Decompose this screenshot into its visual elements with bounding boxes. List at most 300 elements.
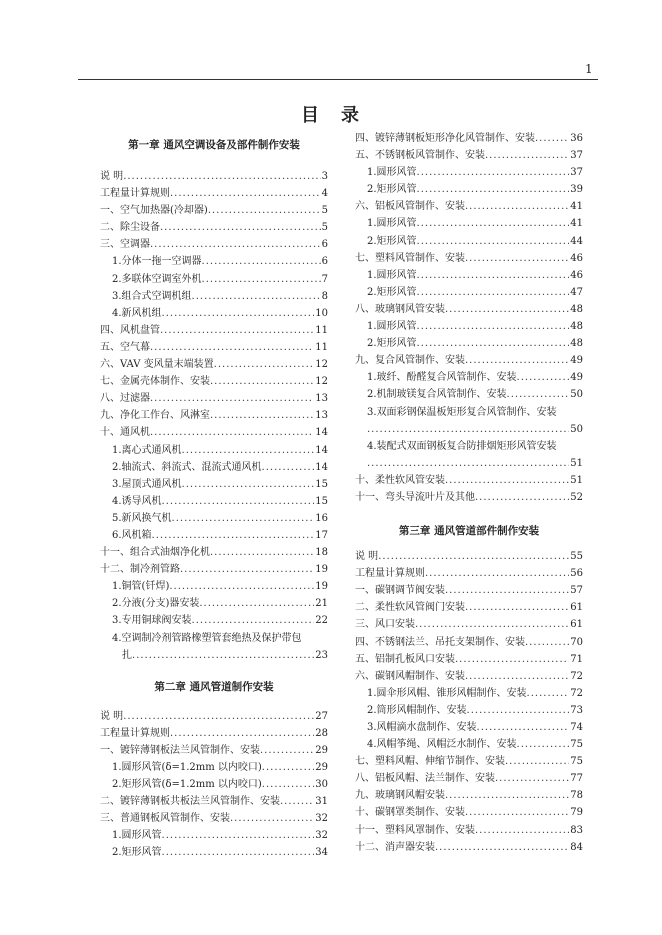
toc-entry[interactable] [100, 578, 328, 595]
chapter-heading: 第一章 通风空调设备及部件制作安装 [128, 139, 300, 151]
toc-entry[interactable] [100, 288, 328, 305]
toc-entry-label: 八、铝板风帽、法兰制作、安装 [355, 773, 495, 785]
toc-entry[interactable] [100, 185, 328, 202]
dot-leader [280, 793, 314, 810]
toc-list [355, 548, 583, 856]
dot-leader [169, 578, 314, 595]
toc-entry-page: 34 [315, 847, 328, 859]
toc-entry-page: 72 [570, 670, 583, 682]
toc-entry[interactable] [100, 510, 328, 527]
toc-entry-label: 5.新风换气机 [112, 512, 172, 524]
dot-leader [180, 561, 314, 578]
toc-entry-label: 七、塑料风管制作、安装 [355, 252, 465, 264]
dot-leader [505, 753, 569, 770]
dot-leader [262, 776, 314, 793]
toc-entry-label: 三、风口安装 [355, 619, 415, 631]
toc-entry[interactable] [100, 168, 328, 185]
toc-entry-label: 十、通风机 [100, 427, 150, 439]
toc-entry[interactable] [100, 271, 328, 288]
toc-entry-label: 十一、弯头导流叶片及其他 [355, 491, 475, 503]
toc-entry-label: 九、复合风管制作、安装 [355, 355, 465, 367]
toc-entry-label: 十二、消声器安装 [355, 841, 435, 853]
dot-leader [210, 544, 314, 561]
toc-entry-label: 1.玻纤、酚醛复合风管制作、安装 [367, 372, 517, 384]
toc-entry-page: 5 [321, 222, 328, 234]
toc-entry-label: 2.机制玻镁复合风管制作、安装 [367, 389, 507, 401]
toc-entry-page: 47 [570, 286, 583, 298]
dot-leader [192, 288, 321, 305]
toc-entry[interactable] [355, 233, 583, 250]
toc-entry-page: 74 [570, 722, 583, 733]
toc-entry[interactable] [100, 742, 328, 759]
toc-entry-page: 49 [570, 355, 583, 367]
toc-entry[interactable] [355, 736, 583, 753]
dot-leader [417, 284, 570, 301]
toc-entry[interactable] [100, 844, 328, 861]
toc-entry-page: 84 [570, 841, 583, 853]
toc-entry-page: 15 [315, 478, 328, 490]
toc-entry-page: 56 [570, 568, 583, 580]
toc-entry-label: 四、镀锌薄钢板矩形净化风管制作、安装 [355, 133, 535, 144]
dot-leader [182, 442, 315, 459]
toc-entry-page: 19 [315, 581, 328, 593]
toc-entry[interactable] [100, 647, 328, 664]
toc-entry[interactable] [355, 787, 583, 804]
toc-entry[interactable] [100, 442, 328, 459]
dot-leader [208, 202, 321, 219]
toc-entry[interactable] [100, 793, 328, 810]
toc-entry-label: 3.组合式空调机组 [112, 290, 192, 302]
toc-entry[interactable] [355, 719, 583, 736]
dot-leader [202, 271, 321, 288]
toc-entry-label: 1.离心式通风机 [112, 444, 182, 456]
toc-entry[interactable] [100, 725, 328, 742]
toc-entry[interactable] [100, 236, 328, 253]
toc-entry-label: 2.多联体空调室外机 [112, 273, 202, 285]
toc-entry-label: 十、柔性软风管安装 [355, 474, 445, 486]
toc-entry[interactable] [355, 318, 583, 335]
toc-entry-label: 九、玻璃钢风帽安装 [355, 790, 445, 802]
toc-entry-label: 1.铜管(钎焊) [112, 581, 170, 593]
toc-entry[interactable] [355, 651, 583, 668]
toc-entry-page: 23 [315, 649, 328, 661]
dot-leader [150, 424, 314, 441]
toc-entry[interactable] [100, 759, 328, 776]
toc-entry-page: 61 [570, 619, 583, 631]
dot-leader [415, 616, 569, 633]
toc-entry-page: 79 [570, 807, 583, 819]
dot-leader [465, 668, 569, 685]
toc-list [355, 130, 583, 506]
toc-entry-page: 41 [570, 201, 583, 213]
toc-entry-label: 五、空气幕 [100, 341, 150, 353]
dot-leader [170, 725, 314, 742]
toc-entry[interactable] [100, 253, 328, 270]
toc-entry-label: 2.轴流式、斜流式、混流式通风机 [112, 461, 262, 473]
toc-entry[interactable] [355, 489, 583, 506]
dot-leader [260, 742, 314, 759]
toc-entry-page: 49 [570, 372, 583, 384]
toc-entry[interactable] [355, 164, 583, 181]
toc-entry[interactable] [100, 322, 328, 339]
toc-entry[interactable] [100, 305, 328, 322]
toc-entry-label: 1.圆形风管 [367, 269, 417, 281]
toc-entry-label: 六、碳钢风帽制作、安装 [355, 670, 465, 682]
toc-entry[interactable] [355, 616, 583, 633]
toc-entry-page: 46 [570, 252, 583, 264]
toc-entry-page: 13 [315, 410, 328, 422]
dot-leader [199, 595, 314, 612]
toc-entry[interactable] [355, 421, 583, 438]
toc-entry[interactable] [100, 708, 328, 725]
toc-entry[interactable] [100, 356, 328, 373]
dot-leader [262, 759, 314, 776]
dot-leader [527, 685, 570, 702]
toc-entry-page: 75 [570, 756, 583, 768]
toc-entry-page: 6 [321, 256, 328, 268]
toc-entry[interactable] [355, 198, 583, 215]
page-number: 1 [585, 62, 593, 76]
page-title: 目 录 [301, 105, 361, 126]
dot-leader [152, 527, 315, 544]
toc-entry-page: 27 [315, 710, 328, 722]
toc-entry[interactable] [100, 390, 328, 407]
toc-entry-page: 44 [570, 235, 583, 247]
toc-entry[interactable] [100, 612, 328, 629]
toc-entry[interactable] [355, 215, 583, 232]
dot-leader [214, 356, 315, 373]
dot-leader [150, 390, 314, 407]
toc-entry-page: 14 [315, 427, 328, 439]
dot-leader [367, 421, 569, 438]
toc-entry-label: 二、柔性软风管阀门安装 [355, 602, 465, 614]
dot-leader [417, 318, 570, 335]
toc-entry[interactable] [100, 493, 328, 510]
toc-entry-label: 一、碳钢调节阀安装 [355, 585, 445, 597]
toc-entry-page: 30 [315, 779, 328, 791]
toc-entry-page: 48 [570, 303, 583, 315]
toc-entry-page: 75 [570, 739, 583, 751]
toc-entry[interactable] [355, 369, 583, 386]
toc-entry-page: 50 [570, 389, 583, 401]
toc-entry-label: 扎 [122, 649, 132, 661]
toc-entry[interactable] [100, 476, 328, 493]
toc-entry-label: 2.矩形风管 [367, 235, 417, 247]
toc-entry-label: 4.装配式双面钢板复合防排烟矩形风管安装 [367, 440, 557, 452]
toc-entry-label: 2.矩形风管(δ=1.2mm 以内咬口) [112, 779, 262, 791]
dot-leader [170, 185, 321, 202]
dot-leader [445, 301, 569, 318]
toc-entry[interactable] [100, 630, 328, 647]
toc-entry-label: 三、空调器 [100, 239, 150, 251]
dot-leader [417, 164, 570, 181]
toc-entry-page: 6 [321, 239, 328, 251]
toc-entry-page: 11 [315, 341, 328, 353]
toc-entry-label: 六、VAV 变风量末端装置 [100, 359, 214, 371]
toc-entry-label: 4.空调制冷剂管路橡塑管套绝热及保护带包 [112, 632, 302, 644]
toc-entry-label: 2.分液(分支)器安装 [112, 598, 200, 610]
toc-entry-page: 32 [315, 830, 328, 842]
toc-entry-label: 十二、制冷剂管路 [100, 564, 180, 576]
toc-entry[interactable] [355, 404, 583, 421]
toc-list [100, 708, 328, 862]
dot-leader [417, 215, 570, 232]
toc-entry-label: 二、除尘设备 [100, 222, 160, 234]
dot-leader [495, 770, 569, 787]
toc-entry-label: 工程量计算规则 [100, 727, 170, 739]
toc-entry[interactable] [100, 407, 328, 424]
toc-entry[interactable] [100, 527, 328, 544]
toc-entry-page: 12 [315, 376, 328, 388]
toc-entry[interactable] [100, 373, 328, 390]
toc-entry-page: 14 [315, 461, 328, 473]
toc-entry-page [327, 630, 328, 647]
toc-entry-page: 7 [321, 273, 328, 285]
toc-entry-page: 29 [315, 744, 328, 756]
dot-leader [525, 634, 569, 651]
toc-entry[interactable] [100, 424, 328, 441]
toc-entry-page: 51 [570, 474, 583, 486]
dot-leader [417, 233, 570, 250]
toc-entry-page: 11 [315, 324, 328, 336]
dot-leader [475, 822, 569, 839]
toc-entry-page: 15 [315, 495, 328, 507]
toc-entry-label: 一、空气加热器(冷却器) [100, 205, 208, 217]
toc-entry-page: 8 [321, 290, 328, 302]
toc-entry-page: 48 [570, 338, 583, 350]
toc-entry[interactable] [355, 352, 583, 369]
toc-entry-label: 十一、塑料风罩制作、安装 [355, 824, 475, 836]
dot-leader [160, 219, 321, 236]
toc-entry-page: 16 [315, 512, 328, 524]
dot-leader [172, 510, 315, 527]
dot-leader [507, 386, 570, 403]
toc-entry-label: 6.风机箱 [112, 529, 152, 541]
toc-entry-label: 五、铝制孔板风口安装 [355, 653, 455, 665]
toc-entry-page: 41 [570, 218, 583, 230]
toc-entry-label: 九、净化工作台、风淋室 [100, 410, 210, 422]
toc-entry[interactable] [355, 301, 583, 318]
toc-entry-label: 2.矩形风管 [112, 847, 162, 859]
toc-entry[interactable] [355, 770, 583, 787]
dot-leader [367, 455, 569, 472]
toc-entry-label: 1.圆形风管 [367, 218, 417, 230]
dot-leader [162, 305, 315, 322]
toc-entry-page: 72 [570, 687, 583, 699]
toc-entry[interactable] [100, 827, 328, 844]
toc-entry-label: 七、塑料风帽、伸缩节制作、安装 [355, 756, 505, 768]
toc-entry-label: 说 明 [100, 171, 124, 182]
dot-leader [465, 352, 569, 369]
toc-entry-page [582, 438, 583, 455]
toc-entry-page: 17 [315, 529, 328, 541]
toc-entry[interactable] [355, 472, 583, 489]
toc-entry-label: 五、不锈钢板风管制作、安装 [355, 150, 485, 162]
toc-entry[interactable] [355, 284, 583, 301]
toc-entry[interactable] [100, 202, 328, 219]
toc-entry[interactable] [355, 455, 583, 472]
dot-leader [230, 810, 314, 827]
toc-entry[interactable] [355, 548, 583, 565]
dot-leader [192, 612, 315, 629]
dot-leader [162, 844, 315, 861]
toc-entry-label: 3.风帽滴水盘制作、安装 [367, 722, 477, 733]
toc-entry-label: 工程量计算规则 [355, 568, 425, 580]
toc-entry-page: 57 [570, 585, 583, 597]
toc-entry-page: 36 [570, 133, 583, 144]
dot-leader [123, 168, 320, 185]
dot-leader [425, 565, 569, 582]
dot-leader [182, 476, 315, 493]
toc-entry[interactable] [355, 599, 583, 616]
toc-entry-label: 十、碳钢罩类制作、安装 [355, 807, 465, 819]
toc-entry[interactable] [100, 544, 328, 561]
toc-entry[interactable] [355, 386, 583, 403]
toc-entry[interactable] [355, 839, 583, 856]
toc-entry-label: 说 明 [355, 551, 379, 563]
toc-entry-label: 十一、组合式油烟净化机 [100, 547, 210, 559]
toc-entry[interactable] [355, 702, 583, 719]
toc-entry-page: 21 [315, 598, 328, 610]
dot-leader [417, 181, 570, 198]
toc-entry-label: 说 明 [100, 710, 124, 722]
toc-entry-label: 1.圆伞形风帽、锥形风帽制作、安装 [367, 687, 527, 699]
toc-entry-page: 73 [570, 704, 583, 716]
toc-entry-page: 31 [315, 796, 328, 808]
toc-entry-page: 37 [570, 167, 583, 179]
toc-entry[interactable] [100, 459, 328, 476]
toc-entry-label: 2.矩形风管 [367, 338, 417, 350]
toc-entry[interactable] [100, 810, 328, 827]
toc-entry[interactable] [355, 267, 583, 284]
toc-entry[interactable] [355, 147, 583, 164]
toc-entry[interactable] [355, 250, 583, 267]
toc-entry-label: 3.屋顶式通风机 [112, 478, 182, 490]
toc-entry-page: 48 [570, 321, 583, 333]
dot-leader [445, 472, 569, 489]
toc-entry-page: 78 [570, 790, 583, 802]
toc-left-column [100, 130, 328, 862]
toc-entry-label: 一、镀锌薄钢板法兰风管制作、安装 [100, 744, 260, 756]
dot-leader [467, 702, 570, 719]
dot-leader [210, 407, 314, 424]
dot-leader [162, 827, 315, 844]
toc-entry-page: 22 [315, 615, 328, 627]
toc-entry-page: 19 [315, 564, 328, 576]
toc-entry-label: 七、金属壳体制作、安装 [100, 376, 210, 388]
chapter-heading: 第二章 通风管道制作安装 [154, 680, 274, 693]
toc-entry-label: 二、镀锌薄钢板共板法兰风管制作、安装 [100, 796, 280, 808]
dot-leader [262, 459, 315, 476]
toc-entry-label: 三、普通钢板风管制作、安装 [100, 813, 230, 825]
dot-leader [535, 130, 569, 147]
toc-entry-page: 14 [315, 444, 328, 456]
toc-entry-page: 83 [570, 824, 583, 836]
dot-leader [132, 647, 314, 664]
toc-entry-page: 37 [570, 150, 583, 162]
toc-entry[interactable] [355, 438, 583, 455]
dot-leader [150, 236, 321, 253]
toc-entry-label: 四、不锈钢法兰、吊托支架制作、安装 [355, 636, 525, 648]
toc-entry-label: 六、铝板风管制作、安装 [355, 201, 465, 213]
toc-entry-label: 4.风帽筝绳、风帽泛水制作、安装 [367, 739, 517, 751]
toc-entry-page [582, 404, 583, 421]
toc-entry-label: 1.圆形风管 [367, 321, 417, 333]
dot-leader [465, 250, 569, 267]
toc-entry-label: 八、玻璃钢风管安装 [355, 303, 445, 315]
toc-entry[interactable] [355, 822, 583, 839]
toc-entry-page: 70 [570, 636, 583, 648]
toc-entry[interactable] [100, 776, 328, 793]
toc-entry-page: 61 [570, 602, 583, 614]
toc-entry-label: 八、过滤器 [100, 393, 150, 405]
dot-leader [517, 736, 570, 753]
dot-leader [455, 651, 569, 668]
toc-entry-page: 28 [315, 727, 328, 739]
toc-entry-page: 13 [315, 393, 328, 405]
chapter-heading: 第三章 通风管道部件制作安装 [398, 525, 540, 538]
toc-entry-label: 1.圆形风管(δ=1.2mm 以内咬口) [112, 762, 262, 773]
toc-entry[interactable] [100, 595, 328, 612]
toc-entry[interactable] [355, 335, 583, 352]
toc-entry-page: 12 [315, 359, 328, 371]
toc-entry[interactable] [100, 219, 328, 236]
toc-right-column [355, 130, 583, 856]
dot-leader [485, 147, 569, 164]
dot-leader [445, 582, 569, 599]
toc-entry-label: 3.双面彩钢保温板矩形复合风管制作、安装 [367, 406, 557, 418]
toc-entry-page: 32 [315, 813, 328, 825]
toc-entry[interactable] [355, 565, 583, 582]
toc-entry[interactable] [355, 804, 583, 821]
toc-entry-page: 52 [570, 491, 583, 503]
dot-leader [465, 198, 569, 215]
dot-leader [378, 548, 569, 565]
dot-leader [202, 253, 321, 270]
toc-entry-label: 工程量计算规则 [100, 188, 170, 200]
toc-entry[interactable] [355, 634, 583, 651]
dot-leader [162, 493, 315, 510]
toc-entry-page: 39 [570, 184, 583, 196]
toc-entry-page: 46 [570, 269, 583, 281]
dot-leader [210, 373, 314, 390]
toc-entry-label: 1.圆形风管 [367, 167, 417, 179]
toc-entry[interactable] [100, 339, 328, 356]
toc-entry-label: 1.圆形风管 [112, 830, 162, 842]
toc-entry[interactable] [355, 181, 583, 198]
toc-entry[interactable] [355, 753, 583, 770]
dot-leader [477, 719, 570, 736]
toc-entry-label: 1.分体一拖一空调器 [112, 256, 202, 268]
toc-entry[interactable] [355, 685, 583, 702]
dot-leader [417, 267, 570, 284]
toc-entry[interactable] [355, 130, 583, 147]
dot-leader [445, 787, 569, 804]
toc-entry-page: 50 [570, 423, 583, 435]
toc-entry[interactable] [355, 582, 583, 599]
dot-leader [123, 708, 314, 725]
dot-leader [160, 322, 314, 339]
toc-entry-page: 4 [321, 188, 328, 200]
toc-entry-page: 71 [570, 653, 583, 665]
toc-entry[interactable] [355, 668, 583, 685]
toc-entry[interactable] [100, 561, 328, 578]
dot-leader [475, 489, 569, 506]
toc-entry-label: 2.筒形风帽制作、安装 [367, 704, 467, 716]
toc-entry-page: 18 [315, 547, 328, 559]
dot-leader [435, 839, 569, 856]
toc-entry-page: 3 [321, 171, 328, 182]
